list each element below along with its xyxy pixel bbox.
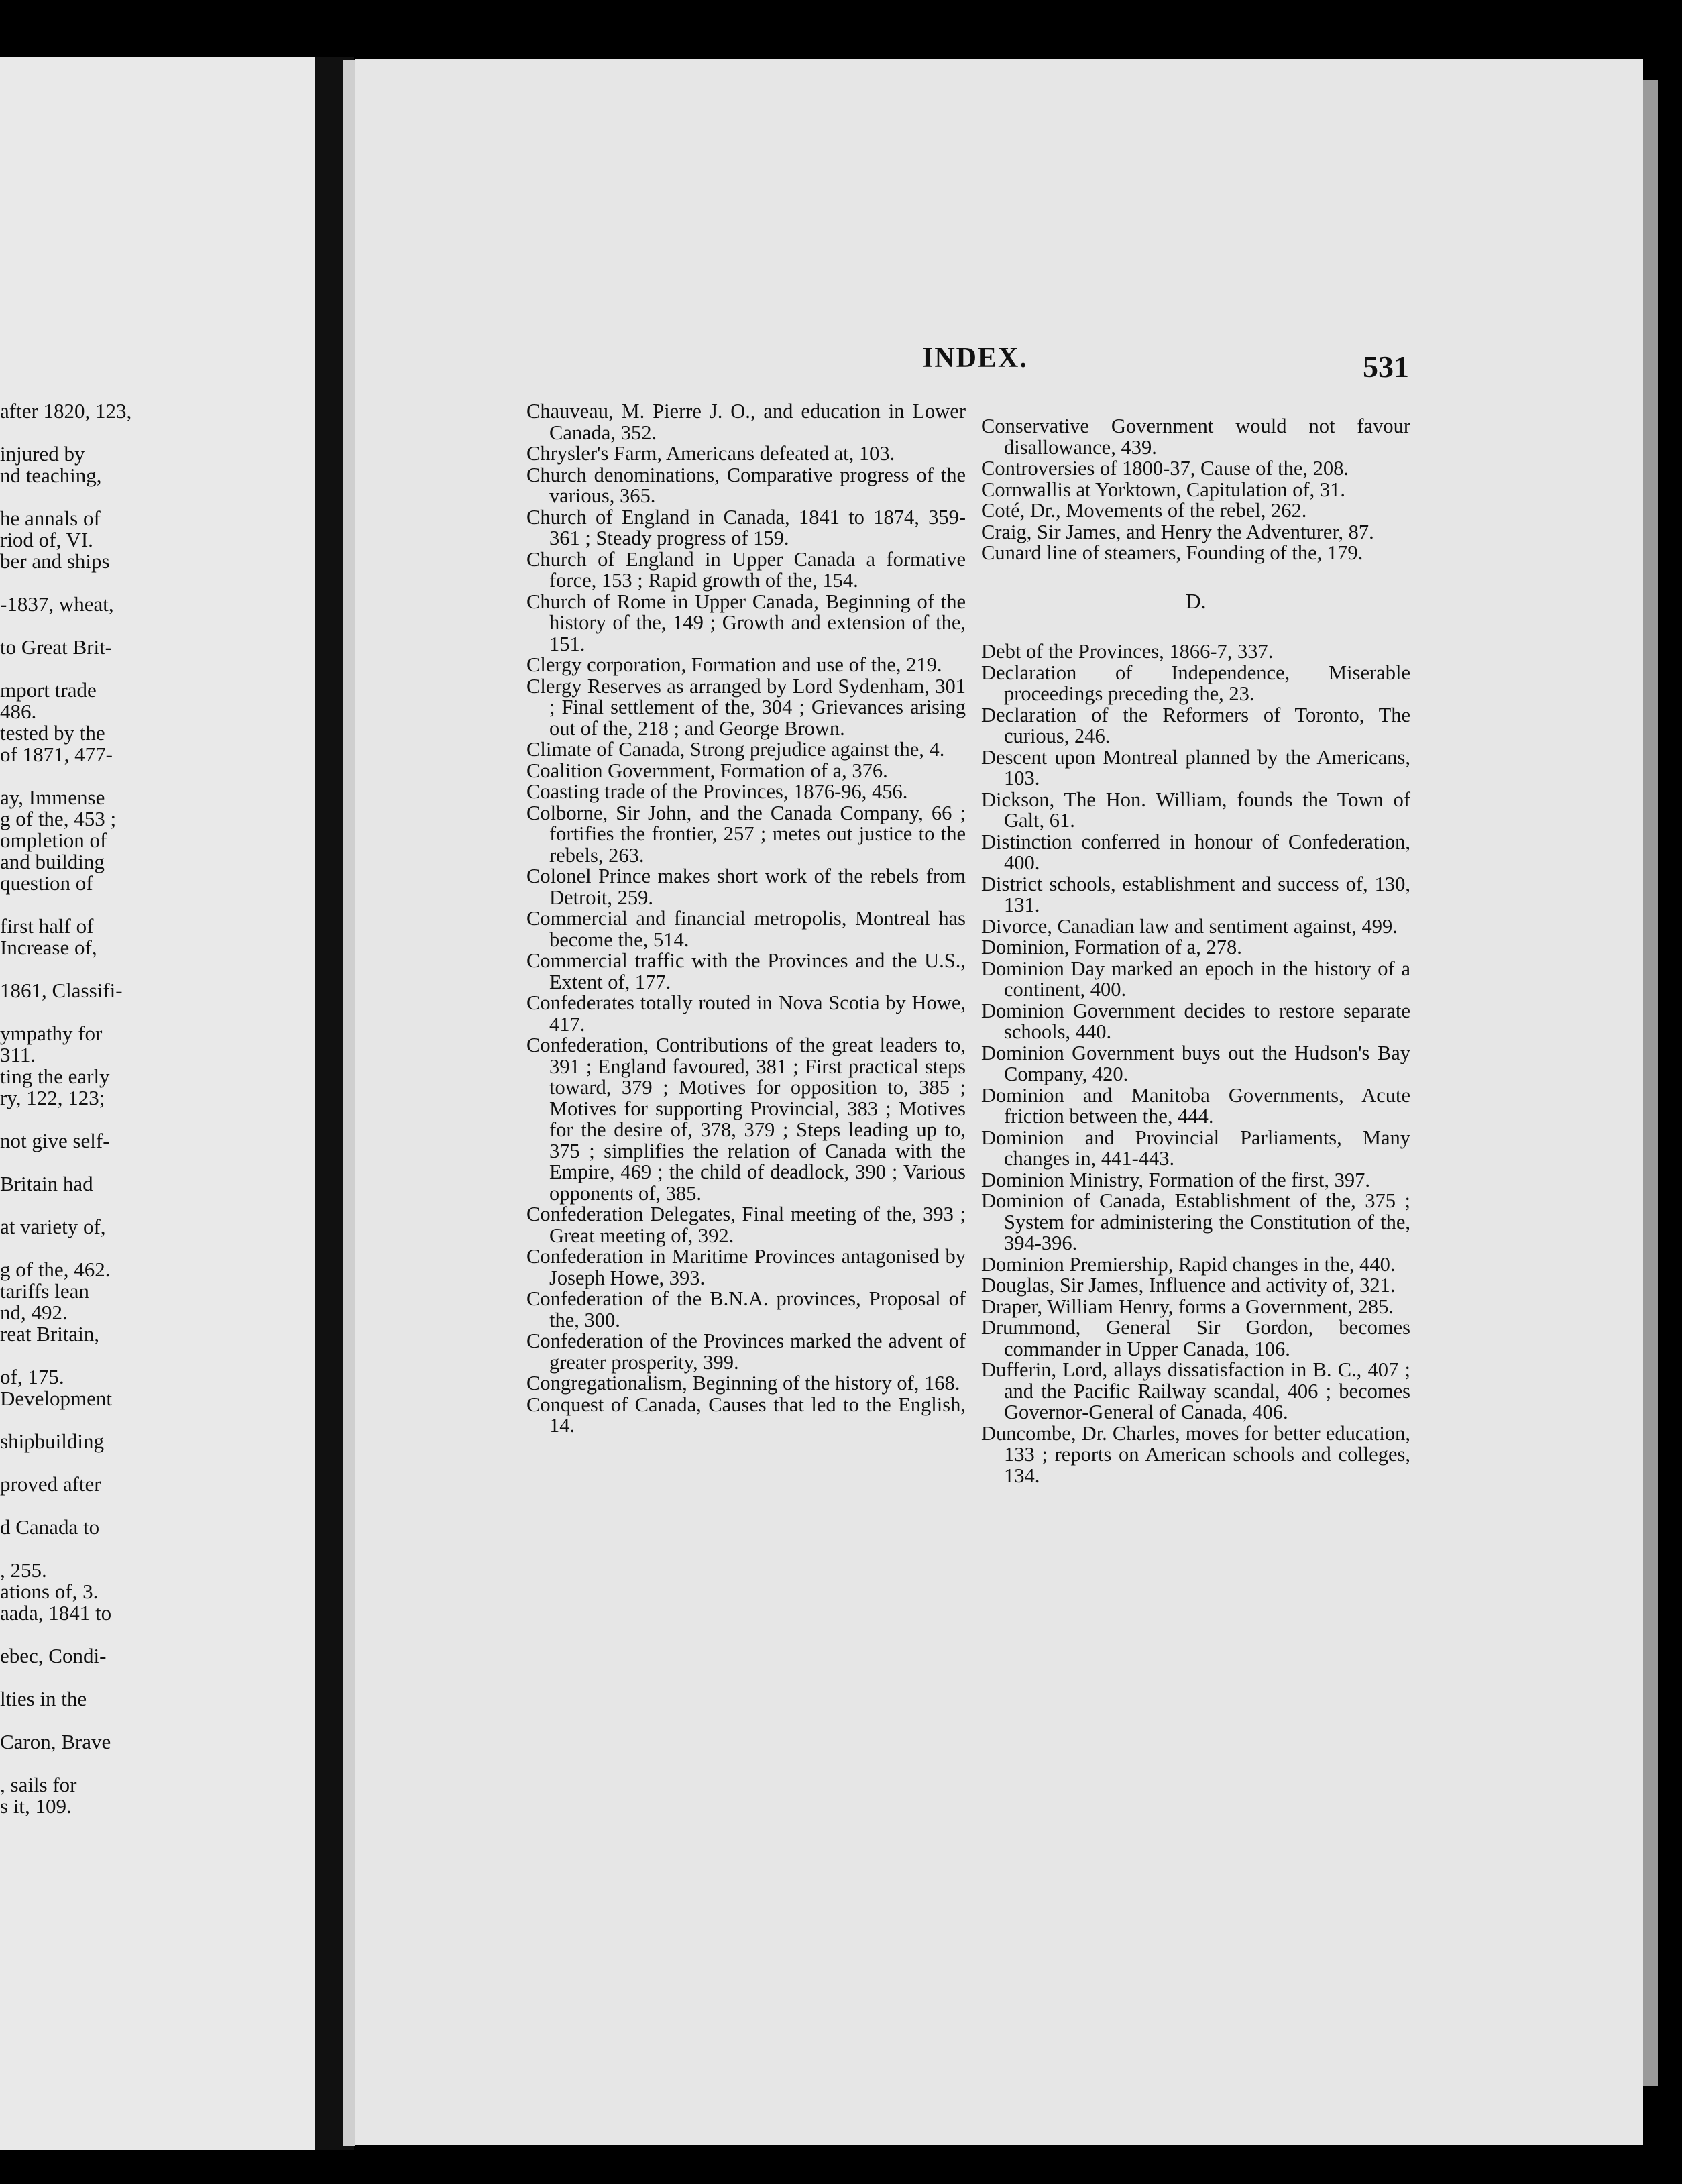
left-page-fragment: first half of (0, 914, 94, 938)
left-page (0, 57, 315, 2150)
section-letter-d: D. (1185, 588, 1207, 613)
left-page-fragment: ympathy for (0, 1022, 103, 1045)
left-page-fragment: mport trade (0, 678, 97, 702)
left-page-fragment: 1861, Classifi- (0, 979, 123, 1002)
index-entry: Colborne, Sir John, and the Canada Company, 66 ; fortifies the frontier, 257 ; metes out justice to the rebels, 263. (526, 801, 966, 867)
left-page-fragment: s it, 109. (0, 1794, 72, 1818)
index-entry: Duncombe, Dr. Charles, moves for better education, 133 ; reports on American schools and colleges, 134. (981, 1421, 1410, 1487)
index-entry: Dominion, Formation of a, 278. (981, 936, 1242, 959)
index-entry: Chrysler's Farm, Americans defeated at, 103. (526, 442, 895, 465)
left-page-fragment: Increase of, (0, 936, 97, 959)
index-entry: Church denominations, Comparative progress of the various, 365. (526, 463, 966, 507)
left-page-fragment: d Canada to (0, 1515, 100, 1539)
left-page-fragment: ry, 122, 123; (0, 1086, 105, 1109)
left-page-fragment: aada, 1841 to (0, 1601, 112, 1625)
left-page-fragment: after 1820, 123, (0, 399, 132, 423)
index-entry: Commercial and financial metropolis, Montreal has become the, 514. (526, 907, 966, 951)
index-entry: Declaration of Independence, Miserable proceedings preceding the, 23. (981, 661, 1410, 705)
page-spine-edge (343, 60, 355, 2146)
index-entry: Divorce, Canadian law and sentiment against, 499. (981, 914, 1398, 938)
index-entry: Confederates totally routed in Nova Scotia by Howe, 417. (526, 991, 966, 1036)
index-right-column (981, 416, 1410, 1486)
left-page-fragment: of, 175. (0, 1365, 64, 1388)
left-page-fragment: ber and ships (0, 549, 110, 573)
left-page-fragment: ompletion of (0, 828, 107, 852)
index-entry: Church of Rome in Upper Canada, Beginning of the history of the, 149 ; Growth and extension of the, 151. (526, 590, 966, 655)
left-page-fragment: -1837, wheat, (0, 592, 114, 616)
left-page-fragment: to Great Brit- (0, 635, 113, 659)
left-page-fragment: tariffs lean (0, 1279, 89, 1303)
index-entry: Dominion Government buys out the Hudson's Bay Company, 420. (981, 1041, 1410, 1085)
left-page-fragment: reat Britain, (0, 1322, 100, 1346)
left-page-fragment: 486. (0, 700, 37, 723)
index-entry: Dominion Day marked an epoch in the history of a continent, 400. (981, 957, 1410, 1001)
index-entry: Colonel Prince makes short work of the rebels from Detroit, 259. (526, 865, 966, 909)
index-entry: Draper, William Henry, forms a Government, 285. (981, 1295, 1394, 1318)
left-page-fragment: proved after (0, 1472, 101, 1496)
left-page-fragment: nd teaching, (0, 463, 102, 487)
index-entry: Dufferin, Lord, allays dissatisfaction in B. C., 407 ; and the Pacific Railway scandal, 406 ; becomes Governor-General of Canada, 406. (981, 1358, 1410, 1423)
left-page-fragment: of 1871, 477- (0, 743, 113, 766)
index-entry: Dominion Government decides to restore separate schools, 440. (981, 999, 1410, 1043)
index-entry: Confederation Delegates, Final meeting of the, 393 ; Great meeting of, 392. (526, 1203, 966, 1247)
index-entry: Drummond, General Sir Gordon, becomes commander in Upper Canada, 106. (981, 1316, 1410, 1360)
index-entry: Chauveau, M. Pierre J. O., and education in Lower Canada, 352. (526, 400, 966, 444)
left-page-fragment: and building (0, 850, 105, 873)
index-entry: Descent upon Montreal planned by the Americans, 103. (981, 745, 1410, 789)
index-entry: District schools, establishment and success of, 130, 131. (981, 872, 1410, 916)
index-entry: Dominion Ministry, Formation of the first, 397. (981, 1168, 1371, 1191)
left-page-fragment: injured by (0, 442, 85, 466)
left-page-fragment: 311. (0, 1043, 36, 1067)
left-page-fragment: question of (0, 871, 93, 895)
index-entry: Conservative Government would not favour disallowance, 439. (981, 415, 1410, 459)
running-header-title: INDEX. (922, 343, 1028, 374)
left-page-fragment: , 255. (0, 1558, 47, 1582)
index-entry: Distinction conferred in honour of Confederation, 400. (981, 830, 1410, 874)
index-entry: Dominion and Provincial Parliaments, Many changes in, 441-443. (981, 1126, 1410, 1170)
left-page-fragment: g of the, 453 ; (0, 807, 117, 830)
index-entry: Congregationalism, Beginning of the history of, 168. (526, 1372, 960, 1395)
left-page-fragment: tested by the (0, 721, 105, 745)
index-entry: Clergy Reserves as arranged by Lord Sydenham, 301 ; Final settlement of the, 304 ; Grievances arising out of the, 218 ; and George Brown. (526, 674, 966, 740)
index-entry: Coasting trade of the Provinces, 1876-96, 456. (526, 780, 908, 803)
index-entry: Church of England in Canada, 1841 to 1874, 359-361 ; Steady progress of 159. (526, 505, 966, 549)
index-section-c-continued (981, 416, 1410, 564)
index-entry: Clergy corporation, Formation and use of the, 219. (526, 653, 942, 676)
index-entry: Commercial traffic with the Provinces and the U.S., Extent of, 177. (526, 949, 966, 993)
index-entry: Douglas, Sir James, Influence and activity of, 321. (981, 1274, 1396, 1297)
left-page-fragment: shipbuilding (0, 1429, 105, 1453)
index-entry: Confederation of the Provinces marked the advent of greater prosperity, 399. (526, 1329, 966, 1374)
index-entry: Confederation, Contributions of the great leaders to, 391 ; England favoured, 381 ; First practical steps toward, 379 ; Motives for opposition to, 385 ; Motives for supporting Provincial, 383 ; Motives for the desire of, 378, 379 ; Steps leading up to, 375 ; simplifies the relation of Canada with the Empire, 469 ; the child of deadlock, 390 ; Various opponents of, 385. (526, 1034, 966, 1205)
index-entry: Dickson, The Hon. William, founds the Town of Galt, 61. (981, 787, 1410, 832)
index-entry: Climate of Canada, Strong prejudice against the, 4. (526, 738, 945, 761)
left-page-fragment: not give self- (0, 1129, 110, 1152)
left-page-fragment: he annals of (0, 506, 101, 530)
left-page-fragment: ations of, 3. (0, 1580, 99, 1603)
index-entry: Coalition Government, Formation of a, 376. (526, 759, 888, 782)
index-entry: Coté, Dr., Movements of the rebel, 262. (981, 499, 1307, 522)
index-entry: Cunard line of steamers, Founding of the, 179. (981, 541, 1363, 564)
index-entry: Declaration of the Reformers of Toronto, The curious, 246. (981, 703, 1410, 747)
index-entry: Church of England in Upper Canada a formative force, 153 ; Rapid growth of the, 154. (526, 547, 966, 592)
left-page-fragment: g of the, 462. (0, 1258, 111, 1281)
left-page-fragment: at variety of, (0, 1215, 106, 1238)
left-page-fragment: ting the early (0, 1064, 110, 1088)
index-entry: Debt of the Provinces, 1866-7, 337. (981, 640, 1274, 663)
left-page-fragment: Development (0, 1386, 113, 1410)
left-page-fragment: ebec, Condi- (0, 1644, 107, 1668)
page-edge (1643, 80, 1658, 2086)
index-entry: Conquest of Canada, Causes that led to the English, 14. (526, 1393, 966, 1437)
index-section-d (981, 641, 1410, 1486)
index-entry: Dominion Premiership, Rapid changes in the, 440. (981, 1252, 1396, 1276)
index-entry: Controversies of 1800-37, Cause of the, 208. (981, 457, 1349, 480)
left-page-fragment: Britain had (0, 1172, 93, 1195)
left-page-fragment: nd, 492. (0, 1301, 68, 1324)
index-entry: Confederation of the B.N.A. provinces, Proposal of the, 300. (526, 1287, 966, 1331)
index-entry: Dominion and Manitoba Governments, Acute friction between the, 444. (981, 1083, 1410, 1128)
left-page-fragment: lties in the (0, 1687, 87, 1710)
page-number: 531 (1363, 349, 1409, 384)
left-page-fragment: Caron, Brave (0, 1730, 111, 1753)
index-entry: Craig, Sir James, and Henry the Adventurer, 87. (981, 520, 1374, 543)
left-page-fragment: , sails for (0, 1773, 77, 1796)
index-entry: Confederation in Maritime Provinces antagonised by Joseph Howe, 393. (526, 1245, 966, 1289)
left-page-fragment: riod of, VI. (0, 528, 93, 551)
left-page-fragment: ay, Immense (0, 785, 105, 809)
index-entry: Dominion of Canada, Establishment of the, 375 ; System for administering the Constitution of the, 394-396. (981, 1189, 1410, 1254)
index-entry: Cornwallis at Yorktown, Capitulation of, 31. (981, 478, 1346, 501)
index-left-column (526, 401, 966, 1437)
